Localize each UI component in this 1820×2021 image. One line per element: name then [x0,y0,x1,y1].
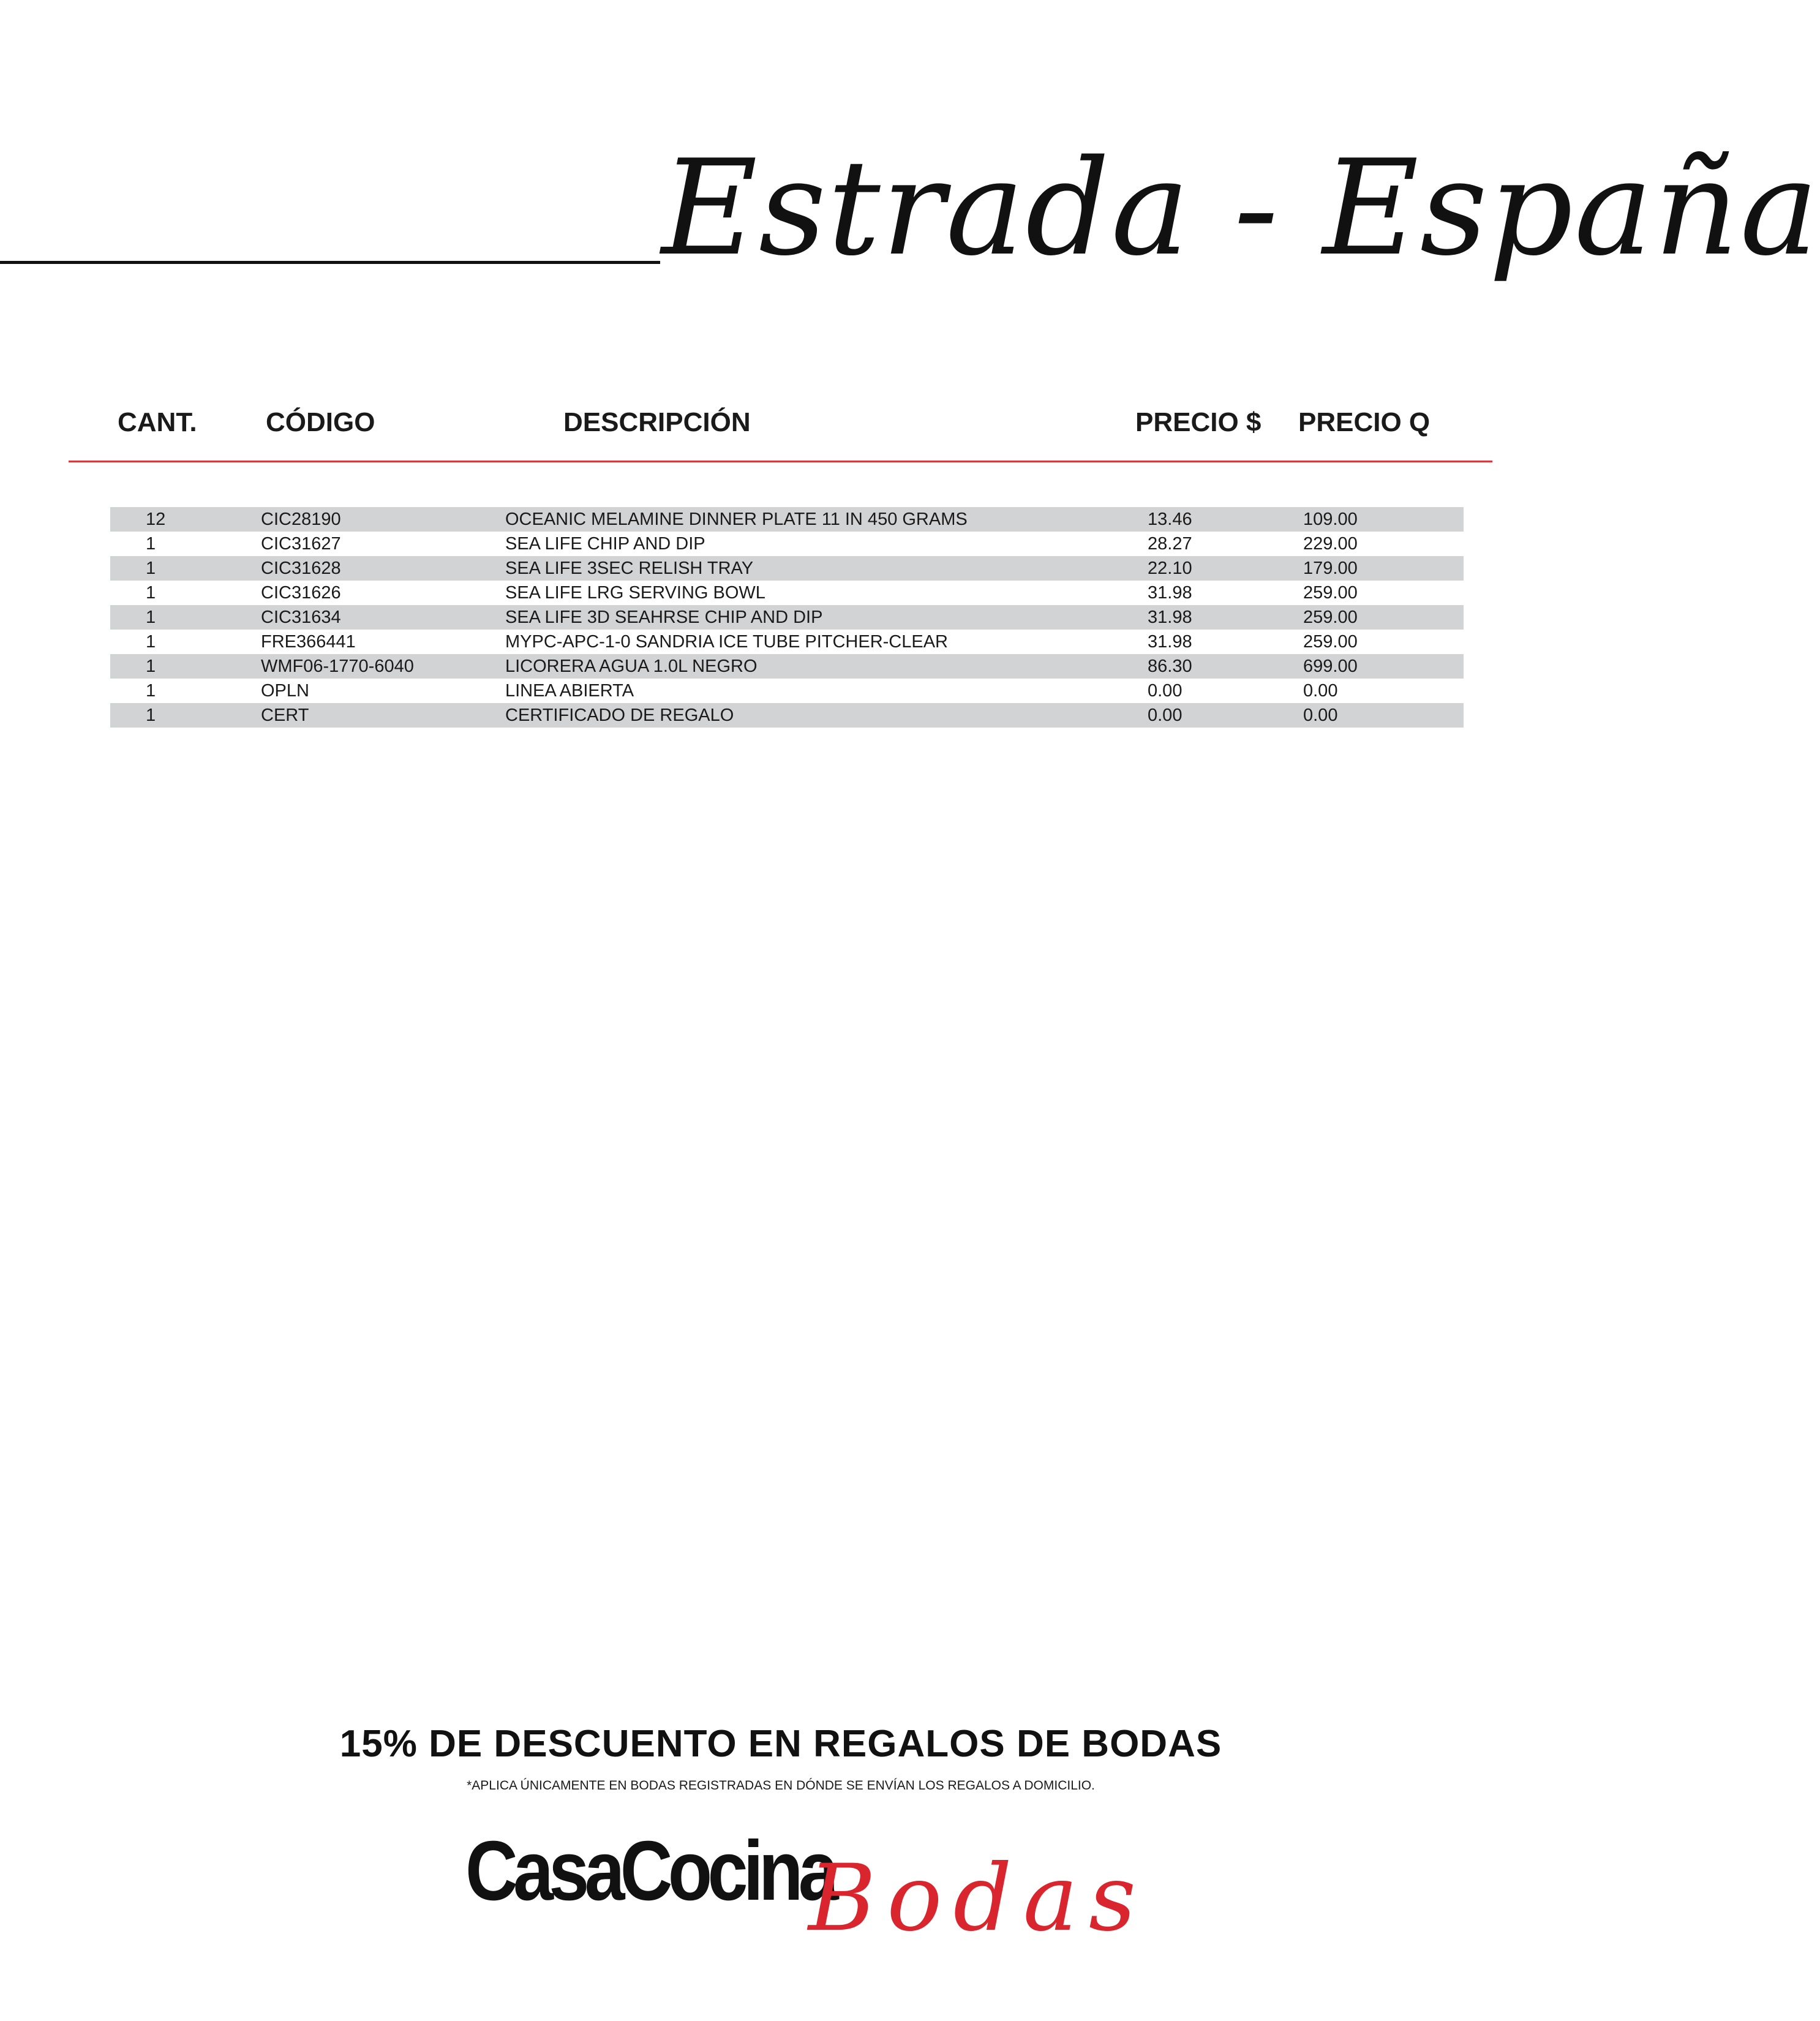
cell-price-gtq: 0.00 [1303,706,1338,725]
cell-qty: 1 [146,681,156,701]
cell-price-usd: 31.98 [1148,632,1192,652]
cell-price-gtq: 259.00 [1303,583,1358,603]
cell-qty: 1 [146,583,156,603]
cell-code: CERT [261,706,309,725]
table-row [110,654,1464,679]
cell-price-usd: 86.30 [1148,657,1192,676]
cell-price-usd: 31.98 [1148,608,1192,627]
logo-wordmark: CasaCocina [465,1824,834,1918]
items-table [110,507,1464,728]
cell-code: FRE366441 [261,632,356,652]
cell-description: SEA LIFE 3D SEAHRSE CHIP AND DIP [505,608,823,627]
cell-description: OCEANIC MELAMINE DINNER PLATE 11 IN 450 GRAMS [505,510,968,529]
column-header-price-usd: PRECIO $ [1135,407,1262,437]
table-row [110,581,1464,605]
table-row [110,605,1464,630]
cell-qty: 1 [146,657,156,676]
title-rule [0,261,660,264]
cell-price-gtq: 179.00 [1303,559,1358,578]
cell-price-gtq: 259.00 [1303,608,1358,627]
cell-price-usd: 31.98 [1148,583,1192,603]
cell-qty: 1 [146,608,156,627]
cell-qty: 1 [146,706,156,725]
table-row [110,532,1464,556]
cell-description: LINEA ABIERTA [505,681,634,701]
promo-headline: 15% DE DESCUENTO EN REGALOS DE BODAS [339,1723,1222,1765]
cell-description: MYPC-APC-1-0 SANDRIA ICE TUBE PITCHER-CLEAR [505,632,948,652]
cell-price-gtq: 699.00 [1303,657,1358,676]
cell-code: CIC31628 [261,559,341,578]
cell-price-gtq: 0.00 [1303,681,1338,701]
cell-code: OPLN [261,681,309,701]
cell-price-gtq: 109.00 [1303,510,1358,529]
table-row [110,630,1464,654]
cell-qty: 1 [146,534,156,554]
cell-price-gtq: 229.00 [1303,534,1358,554]
table-row [110,703,1464,728]
cell-price-usd: 28.27 [1148,534,1192,554]
table-row [110,556,1464,581]
casacocina-bodas-logo [465,1813,1147,1960]
promo-footnote: *APLICA ÚNICAMENTE EN BODAS REGISTRADAS EN DÓNDE SE ENVÍAN LOS REGALOS A DOMICILIO. [467,1778,1095,1793]
cell-qty: 12 [146,510,166,529]
cell-price-gtq: 259.00 [1303,632,1358,652]
cell-description: SEA LIFE LRG SERVING BOWL [505,583,765,603]
cell-qty: 1 [146,632,156,652]
cell-description: SEA LIFE CHIP AND DIP [505,534,705,554]
column-header-qty: CANT. [118,407,197,437]
table-row [110,679,1464,703]
cell-code: CIC31634 [261,608,341,627]
header-rule [69,461,1492,462]
table-row [110,507,1464,532]
column-header-description: DESCRIPCIÓN [563,407,751,437]
cell-code: CIC31626 [261,583,341,603]
cell-price-usd: 22.10 [1148,559,1192,578]
column-header-code: CÓDIGO [266,407,375,437]
cell-price-usd: 13.46 [1148,510,1192,529]
cell-description: LICORERA AGUA 1.0L NEGRO [505,657,758,676]
cell-code: CIC28190 [261,510,341,529]
cell-code: WMF06-1770-6040 [261,657,414,676]
column-header-price-gtq: PRECIO Q [1298,407,1431,437]
cell-code: CIC31627 [261,534,341,554]
registry-title: Estrada - España [661,131,1820,285]
cell-description: CERTIFICADO DE REGALO [505,706,734,725]
cell-qty: 1 [146,559,156,578]
cell-price-usd: 0.00 [1148,706,1183,725]
cell-price-usd: 0.00 [1148,681,1183,701]
logo-script-bodas: Bodas [808,1845,1147,1952]
cell-description: SEA LIFE 3SEC RELISH TRAY [505,559,754,578]
